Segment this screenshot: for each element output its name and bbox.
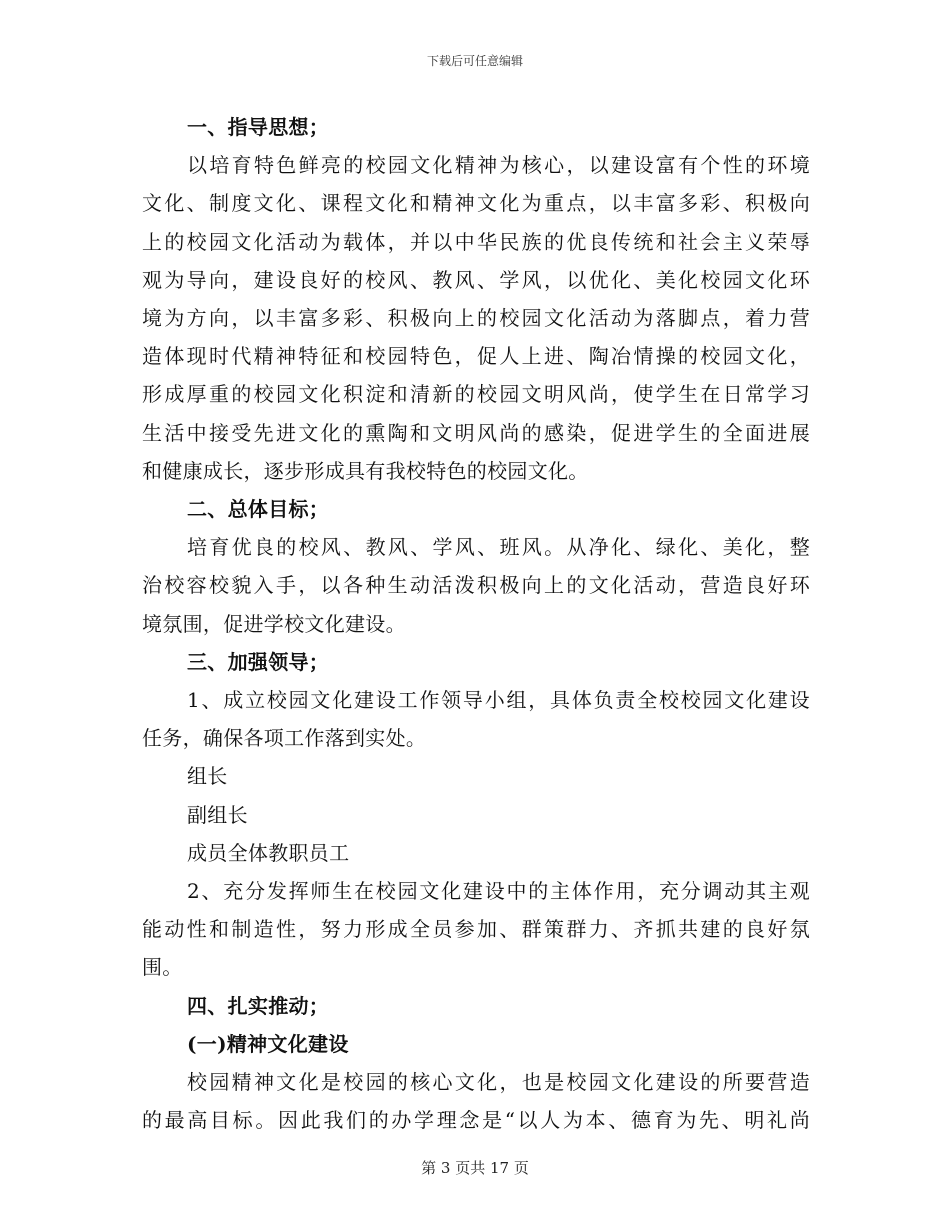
paragraph-line: 形成厚重的校园文化积淀和清新的校园文明风尚，使学生在日常学习: [142, 382, 810, 407]
paragraph-line: 境为方向，以丰富多彩、积极向上的校园文化活动为落脚点，着力营: [142, 306, 810, 331]
paragraph-line: 上的校园文化活动为载体，并以中华民族的优良传统和社会主义荣辱: [142, 229, 810, 254]
section-heading: 二、总体目标；: [187, 497, 330, 522]
paragraph-line: 以培育特色鲜亮的校园文化精神为核心，以建设富有个性的环境: [187, 153, 810, 178]
paragraph-line: 围。: [142, 955, 183, 980]
role-line: 成员全体教职员工: [187, 840, 350, 865]
paragraph-line: 和健康成长，逐步形成具有我校特色的校园文化。: [142, 458, 589, 483]
paragraph-line: 能动性和制造性，努力形成全员参加、群策群力、齐抓共建的良好氛: [142, 917, 810, 942]
subsection-heading: (一)精神文化建设: [187, 1031, 349, 1056]
paragraph-line: 治校容校貌入手，以各种生动活泼积极向上的文化活动，营造良好环: [142, 573, 810, 598]
paragraph-line: 生活中接受先进文化的熏陶和文明风尚的感染，促进学生的全面进展: [142, 420, 810, 445]
paragraph-line: 的最高目标。因此我们的办学理念是“以人为本、德育为先、明礼尚: [142, 1108, 810, 1133]
section-heading: 三、加强领导；: [187, 649, 330, 674]
paragraph-line: 培育优良的校风、教风、学风、班风。从净化、绿化、美化，整: [187, 535, 810, 560]
paragraph-line: 造体现时代精神特征和校园特色，促人上进、陶冶情操的校园文化，: [142, 344, 810, 369]
paragraph-line: 文化、制度文化、课程文化和精神文化为重点，以丰富多彩、积极向: [142, 191, 810, 216]
paragraph-line: 任务，确保各项工作落到实处。: [142, 726, 427, 751]
paragraph-line: 2、充分发挥师生在校园文化建设中的主体作用，充分调动其主观: [187, 879, 810, 904]
document-body: [142, 108, 810, 1139]
section-heading: 一、指导思想；: [187, 115, 330, 139]
page-footer: 第 3 页共 17 页: [421, 1159, 529, 1177]
paragraph-line: 校园精神文化是校园的核心文化，也是校园文化建设的所要营造: [187, 1070, 810, 1095]
role-line: 副组长: [187, 802, 248, 827]
paragraph-line: 境氛围，促进学校文化建设。: [142, 611, 406, 636]
paragraph-line: 观为导向，建设良好的校风、教风、学风，以优化、美化校园文化环: [142, 267, 810, 292]
paragraph-line: 1、成立校园文化建设工作领导小组，具体负责全校校园文化建设: [187, 688, 810, 713]
page-header: 下载后可任意编辑: [426, 54, 523, 68]
section-heading: 四、扎实推动；: [187, 993, 330, 1018]
role-line: 组长: [187, 764, 228, 789]
